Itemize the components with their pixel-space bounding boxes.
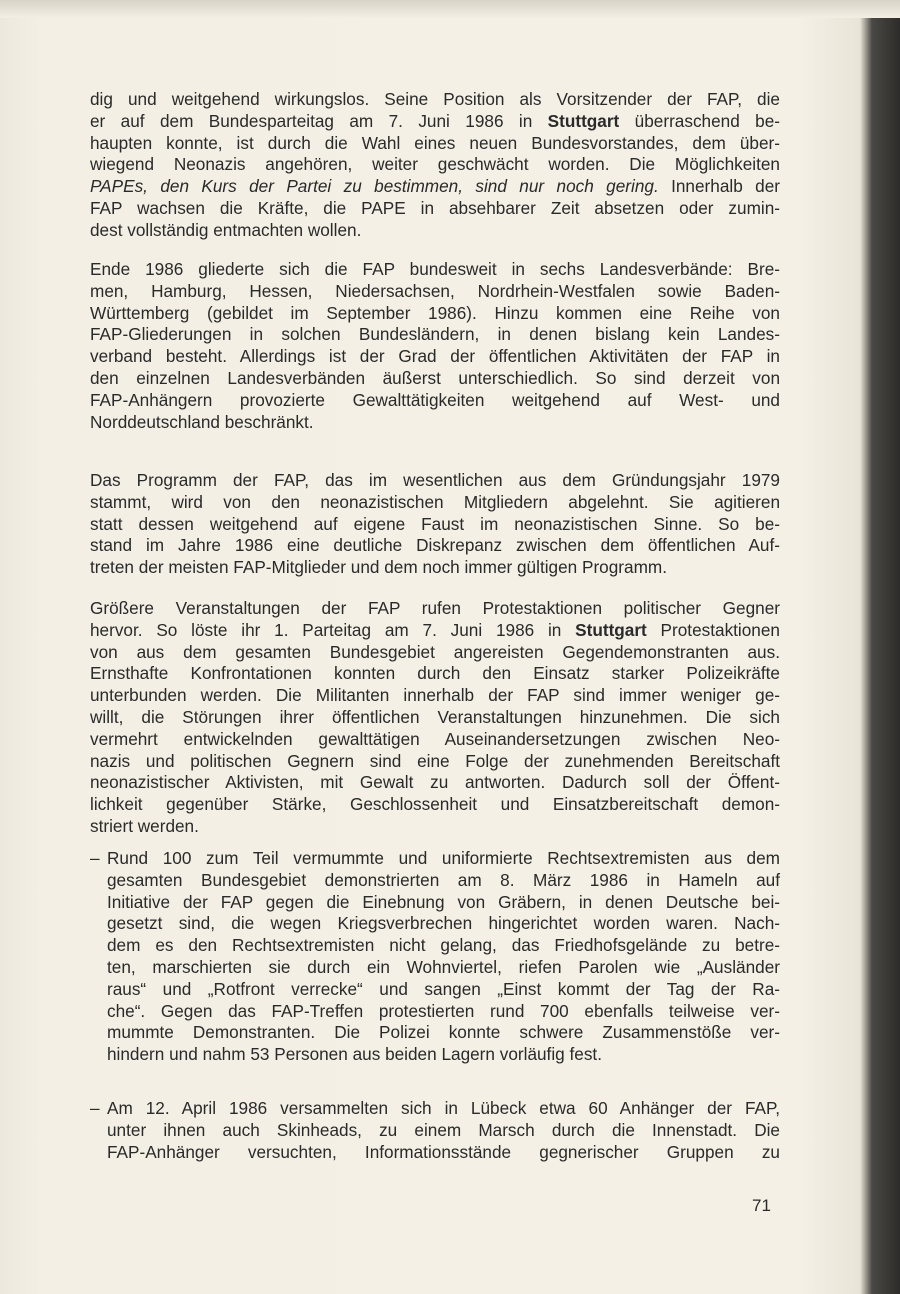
- text-line: [90, 368, 780, 390]
- paragraph: [90, 89, 780, 242]
- text-line: [107, 1001, 780, 1023]
- text-line: [90, 303, 780, 325]
- text-line: [107, 935, 780, 957]
- text-segment: Das Programm der FAP, das im wesentlichen aus dem Gründungsjahr 1979: [90, 470, 780, 490]
- text-segment: striert werden.: [90, 815, 199, 836]
- text-segment: Ende 1986 gliederte sich die FAP bundesweit in sechs Landesverbände: Bre-: [90, 259, 780, 279]
- text-line: [90, 346, 780, 368]
- text-segment: raus“ und „Rotfront verrecke“ und sangen „Einst kommt der Tag der Ra-: [107, 978, 780, 999]
- text-segment: von aus dem gesamten Bundesgebiet angereisten Gegendemonstranten aus.: [90, 641, 780, 662]
- text-line: [107, 913, 780, 935]
- text-line: [107, 870, 780, 892]
- text-line: [90, 557, 780, 579]
- text-line: [90, 220, 780, 242]
- text-segment: Am 12. April 1986 versammelten sich in Lübeck etwa 60 Anhänger der FAP,: [107, 1098, 780, 1118]
- text-segment: treten der meisten FAP-Mitglieder und dem noch immer gültigen Programm.: [90, 557, 667, 578]
- bold-place-name: Stuttgart: [575, 619, 647, 640]
- text-line: [90, 620, 780, 642]
- text-segment: mummte Demonstranten. Die Polizei konnte schwere Zusammenstöße ver-: [107, 1022, 780, 1043]
- text-segment: neonazistischer Aktivisten, mit Gewalt zu antworten. Dadurch soll der Öffent-: [90, 772, 780, 793]
- text-segment: ten, marschierten sie durch ein Wohnviertel, riefen Parolen wie „Ausländer: [107, 956, 780, 977]
- text-line: [90, 729, 780, 751]
- text-segment: gesetzt sind, die wegen Kriegsverbrechen hingerichtet worden waren. Nach-: [107, 913, 780, 934]
- text-line: [107, 1044, 780, 1066]
- text-line: [90, 514, 780, 536]
- text-line: [90, 390, 780, 412]
- text-segment: dem es den Rechtsextremisten nicht gelang, das Friedhofsgelände zu betre-: [107, 935, 780, 956]
- text-segment: überraschend be-: [619, 110, 781, 131]
- bold-place-name: Stuttgart: [547, 110, 620, 131]
- text-line: [107, 1120, 780, 1142]
- text-line: [90, 154, 780, 176]
- text-segment: Innerhalb der: [658, 176, 780, 197]
- text-segment: statt dessen weitgehend auf eigene Faust im neonazistischen Sinne. So be-: [90, 513, 780, 534]
- text-segment: Rund 100 zum Teil vermummte und uniformierte Rechtsextremisten aus dem: [107, 848, 780, 868]
- text-line: [107, 957, 780, 979]
- text-segment: stammt, wird von den neonazistischen Mitgliedern abgelehnt. Sie agitieren: [90, 491, 780, 512]
- text-segment: unter ihnen auch Skinheads, zu einem Marsch durch die Innenstadt. Die: [107, 1119, 780, 1140]
- text-segment: den einzelnen Landesverbänden äußerst unterschiedlich. So sind derzeit von: [90, 367, 780, 388]
- text-segment: hindern und nahm 53 Personen aus beiden Lagern vorläufig fest.: [107, 1044, 602, 1065]
- text-line: [90, 794, 780, 816]
- text-segment: willt, die Störungen ihrer öffentlichen Veranstaltungen hinzunehmen. Die sich: [90, 706, 780, 727]
- text-line: [90, 412, 780, 434]
- text-line: [90, 642, 780, 664]
- text-segment: gesamten Bundesgebiet demonstrierten am 8. März 1986 in Hameln auf: [107, 869, 780, 890]
- text-segment: men, Hamburg, Hessen, Niedersachsen, Nordrhein-Westfalen sowie Baden-: [90, 280, 780, 301]
- text-segment: FAP-Anhänger versuchten, Informationsstände gegnerischer Gruppen zu: [107, 1141, 780, 1162]
- text-segment: dest vollständig entmachten wollen.: [90, 219, 362, 240]
- text-segment: Initiative der FAP gegen die Einebnung von Gräbern, in denen Deutsche bei-: [107, 891, 780, 912]
- bullet-dash: –: [90, 848, 100, 868]
- text-line: [107, 892, 780, 914]
- page-number: 71: [752, 1196, 771, 1215]
- paragraph: [90, 470, 780, 579]
- text-segment: vermehrt entwickelnden gewalttätigen Auseinandersetzungen zwischen Neo-: [90, 728, 780, 749]
- text-segment: FAP wachsen die Kräfte, die PAPE in absehbarer Zeit absetzen oder zumin-: [90, 197, 780, 218]
- text-line: [90, 470, 780, 492]
- text-segment: hervor. So löste ihr 1. Parteitag am 7. Juni 1986 in: [90, 619, 576, 640]
- text-line: [90, 663, 780, 685]
- paragraph: [90, 598, 780, 838]
- text-line: [90, 816, 780, 838]
- italic-text: PAPEs, den Kurs der Partei zu bestimmen, sind nur noch gering.: [90, 176, 659, 197]
- text-line: [107, 1142, 780, 1164]
- text-segment: dig und weitgehend wirkungslos. Seine Position als Vorsitzender der FAP, die: [90, 89, 780, 109]
- text-segment: verband besteht. Allerdings ist der Grad der öffentlichen Aktivitäten der FAP in: [90, 346, 780, 367]
- text-line: [90, 198, 780, 220]
- text-segment: stand im Jahre 1986 eine deutliche Diskrepanz zwischen dem öffentlichen Auf-: [90, 535, 780, 556]
- text-segment: unterbunden werden. Die Militanten innerhalb der FAP sind immer weniger ge-: [90, 685, 780, 706]
- text-line: [90, 111, 780, 133]
- text-segment: wiegend Neonazis angehören, weiter geschwächt worden. Die Möglichkeiten: [90, 154, 780, 175]
- text-segment: Württemberg (gebildet im September 1986). Hinzu kommen eine Reihe von: [90, 302, 780, 323]
- text-line: [90, 89, 780, 111]
- bullet-item: [90, 1098, 780, 1163]
- text-segment: Größere Veranstaltungen der FAP rufen Protestaktionen politischer Gegner: [90, 598, 780, 618]
- text-line: [90, 324, 780, 346]
- text-segment: lichkeit gegenüber Stärke, Geschlossenheit und Einsatzbereitschaft demon-: [90, 794, 780, 815]
- text-line: [90, 772, 780, 794]
- text-segment: Protestaktionen: [646, 619, 780, 640]
- text-line: [90, 492, 780, 514]
- text-line: [90, 133, 780, 155]
- text-line: [90, 685, 780, 707]
- text-line: [90, 176, 780, 198]
- text-segment: er auf dem Bundesparteitag am 7. Juni 1986 in: [90, 110, 548, 131]
- text-line: [90, 598, 780, 620]
- page-top-edge: [0, 0, 900, 18]
- text-segment: nazis und politischen Gegnern sind eine Folge der zunehmenden Bereitschaft: [90, 750, 780, 771]
- text-line: [107, 1098, 780, 1120]
- text-segment: haupten konnte, ist durch die Wahl eines neuen Bundesvorstandes, dem über-: [90, 132, 780, 153]
- bullet-item: [90, 848, 780, 1066]
- text-segment: Norddeutschland beschränkt.: [90, 411, 314, 432]
- text-segment: FAP-Gliederungen in solchen Bundesländern, in denen bislang kein Landes-: [90, 324, 780, 345]
- text-segment: Ernsthafte Konfrontationen konnten durch den Einsatz starker Polizeikräfte: [90, 663, 780, 684]
- text-line: [90, 707, 780, 729]
- text-line: [90, 281, 780, 303]
- text-line: [107, 848, 780, 870]
- text-segment: FAP-Anhängern provozierte Gewalttätigkeiten weitgehend auf West- und: [90, 389, 780, 410]
- text-line: [107, 1022, 780, 1044]
- paragraph: [90, 259, 780, 433]
- text-segment: che“. Gegen das FAP-Treffen protestierten rund 700 ebenfalls teilweise ver-: [107, 1000, 780, 1021]
- text-line: [107, 979, 780, 1001]
- bullet-dash: –: [90, 1098, 100, 1118]
- text-line: [90, 259, 780, 281]
- text-line: [90, 535, 780, 557]
- text-line: [90, 751, 780, 773]
